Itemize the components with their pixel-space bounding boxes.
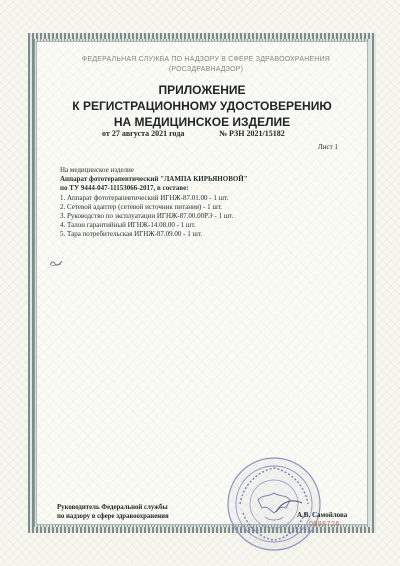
signer-title-line-2: по надзору в сфере здравоохранения: [57, 513, 169, 520]
official-seal-icon: [225, 455, 323, 553]
title-line-1: ПРИЛОЖЕНИЕ: [158, 83, 246, 97]
list-item: 5. Тара потребительская ИГНЖ-87.09.00 - 1 шт.: [60, 230, 203, 239]
document-body: [60, 166, 360, 240]
title-line-3: НА МЕДИЦИНСКОЕ ИЗДЕЛИЕ: [113, 115, 291, 129]
signer-title-line-1: Руководитель Федеральной службы: [57, 504, 168, 511]
registration-number: № РЗН 2021/15182: [219, 129, 285, 138]
agency-header: [56, 55, 356, 75]
registration-date: от 27 августа 2021 года: [102, 129, 185, 138]
list-item: 2. Сетевой адаптер (сетевой источник питания) - 1 шт.: [60, 202, 223, 211]
handwritten-mark-icon: [49, 259, 63, 267]
title-line-2: К РЕГИСТРАЦИОННОМУ УДОСТОВЕРЕНИЮ: [72, 99, 332, 113]
list-item: 3. Руководство по эксплуатации ИГНЖ-87.00.00РЭ - 1 шт.: [60, 212, 234, 221]
specification-line: по ТУ 9444-047-11153066-2017, в составе:: [60, 184, 189, 193]
sheet-number: Лист 1: [318, 143, 338, 151]
body-intro: На медицинское изделие: [60, 166, 134, 174]
signer-name: А.В. Самойлова: [297, 511, 348, 519]
signer-title: [57, 503, 207, 521]
agency-abbreviation: (РОСЗДРАВНАДЗОР): [168, 66, 244, 73]
list-item: 4. Талон гарантийный ИГНЖ-14.08.00 - 1 шт.: [60, 221, 196, 230]
list-item: 1. Аппарат фототерапевтический ИГНЖ-87.01.00 - 1 шт.: [60, 193, 229, 202]
device-name: Аппарат фототерапевтический "ЛАМПА КИРЬЯНОВОЙ": [60, 175, 248, 184]
serial-number: 0088726: [309, 521, 340, 528]
document-title: [52, 82, 352, 130]
agency-name: ФЕДЕРАЛЬНАЯ СЛУЖБА ПО НАДЗОРУ В СФЕРЕ ЗДРАВООХРАНЕНИЯ: [81, 56, 331, 63]
